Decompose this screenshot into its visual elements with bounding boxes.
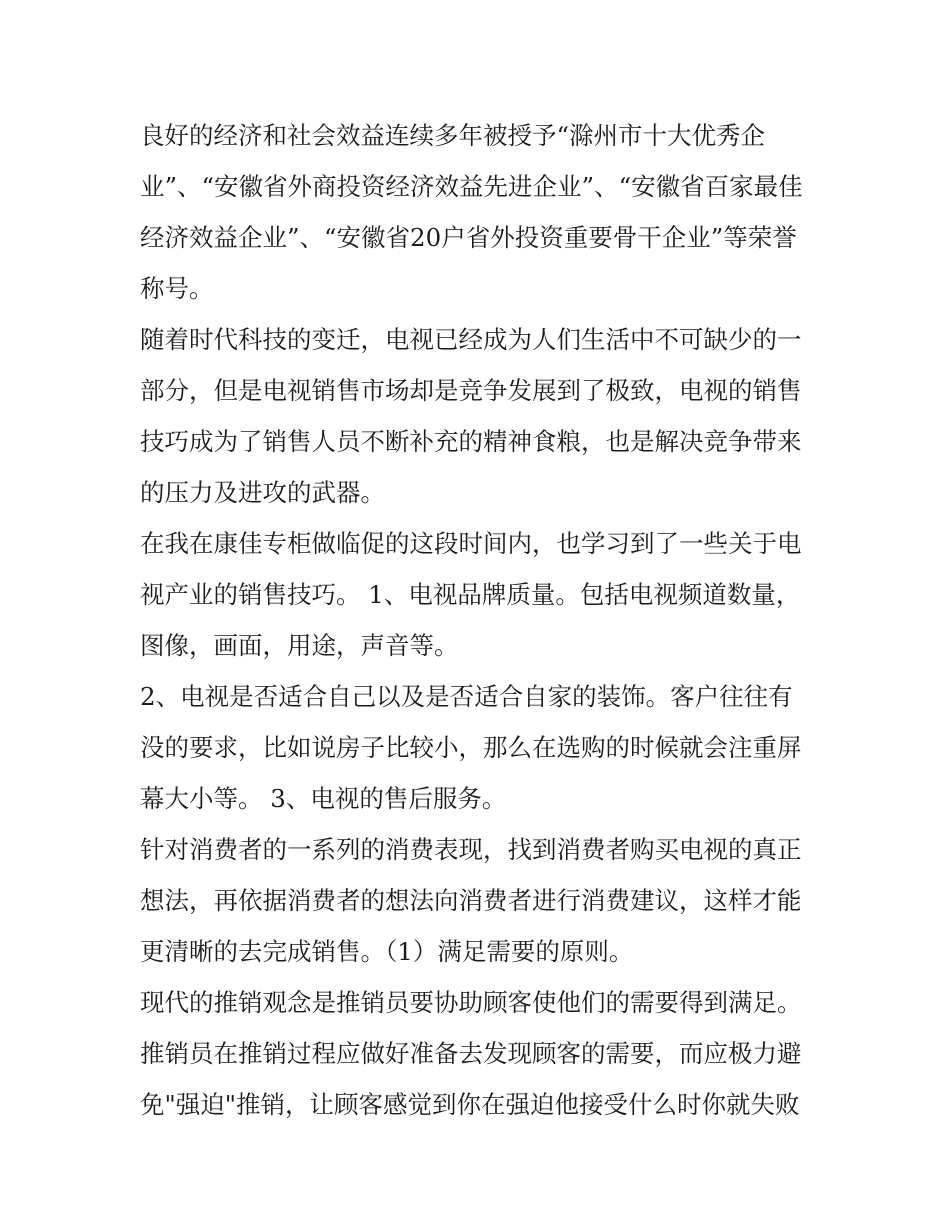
text-line: 更清晰的去完成销售。（1）满足需要的原则。 (140, 937, 634, 966)
text-line: 想法，再依据消费者的想法向消费者进行消费建议，这样才能 (140, 886, 802, 915)
text-line: 没的要求，比如说房子比较小，那么在选购的时候就会注重屏 (140, 733, 802, 762)
text-line: 推销员在推销过程应做好准备去发现顾客的需要，而应极力避 (140, 1039, 802, 1068)
text-line: 图像，画面，用途，声音等。 (140, 631, 459, 660)
text-line: 在我在康佳专柜做临促的这段时间内，也学习到了一些关于电 (140, 529, 802, 558)
text-line: 幕大小等。 3、电视的售后服务。 (140, 784, 507, 813)
text-line: 免"强迫"推销，让顾客感觉到你在强迫他接受什么时你就失败 (140, 1090, 800, 1119)
text-line: 业”、“安徽省外商投资经济效益先进企业”、“安徽省百家最佳 (140, 172, 803, 201)
text-line: 2、电视是否适合自己以及是否适合自家的装饰。客户往往有 (140, 682, 793, 711)
text-line: 视产业的销售技巧。 1、电视品牌质量。包括电视频道数量， (140, 580, 801, 609)
text-line: 随着时代科技的变迁，电视已经成为人们生活中不可缺少的一 (140, 325, 802, 354)
text-line: 技巧成为了销售人员不断补充的精神食粮，也是解决竞争带来 (140, 427, 802, 456)
text-line: 经济效益企业”、“安徽省20户省外投资重要骨干企业”等荣誉 (140, 223, 797, 252)
text-line: 的压力及进攻的武器。 (140, 478, 385, 507)
text-line: 称号。 (140, 274, 214, 303)
document-body (140, 110, 816, 1130)
text-line: 针对消费者的一系列的消费表现，找到消费者购买电视的真正 (140, 835, 802, 864)
text-line: 良好的经济和社会效益连续多年被授予“滁州市十大优秀企 (140, 121, 766, 150)
text-line: 现代的推销观念是推销员要协助顾客使他们的需要得到满足。 (140, 988, 802, 1017)
text-line: 部分，但是电视销售市场却是竞争发展到了极致，电视的销售 (140, 376, 802, 405)
